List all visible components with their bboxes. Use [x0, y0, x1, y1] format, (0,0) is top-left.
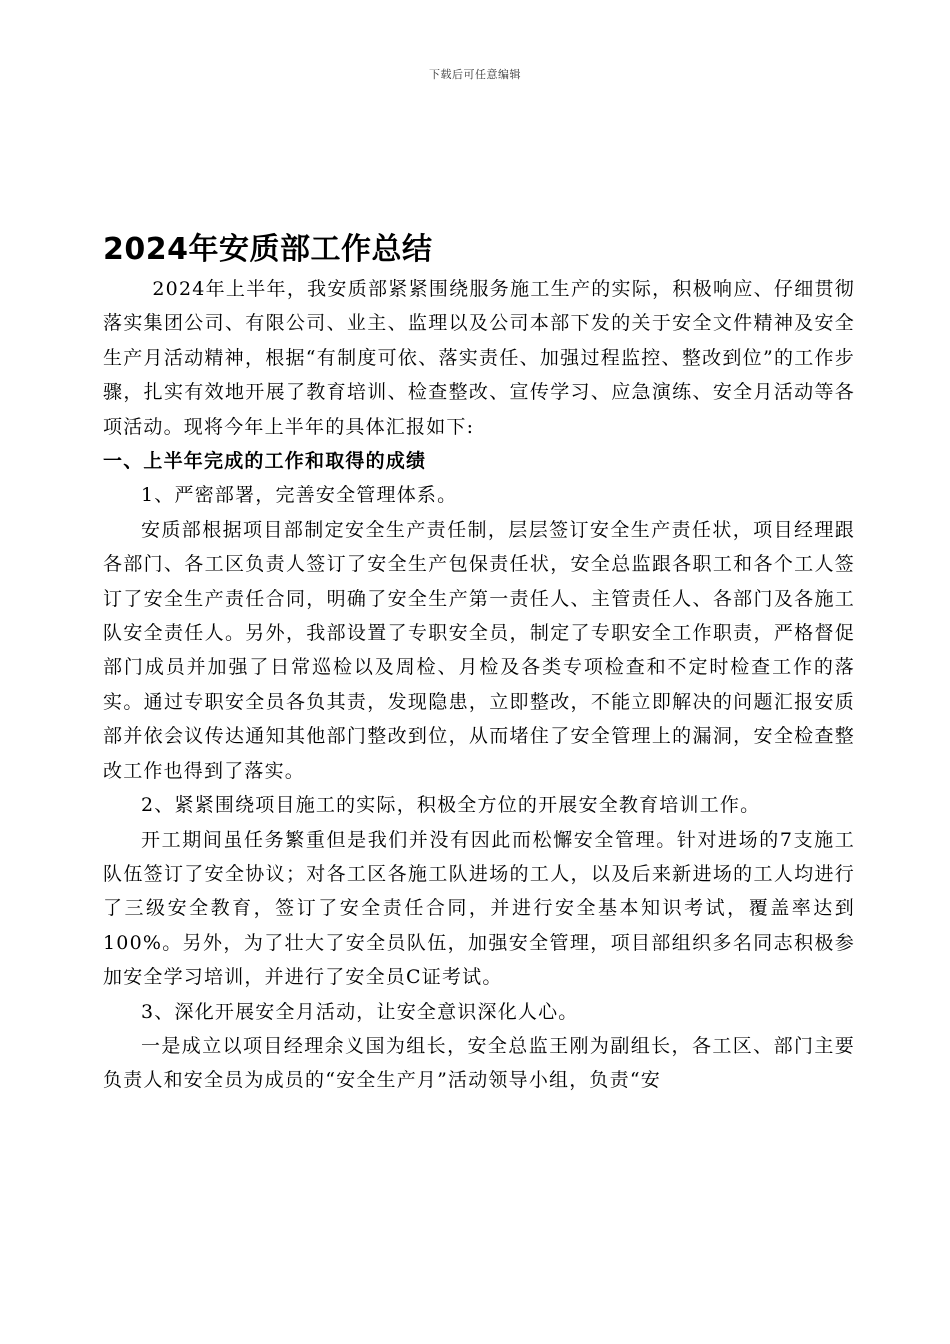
section-heading: 一、上半年完成的工作和取得的成绩	[103, 450, 427, 473]
item-2-paragraph: 开工期间虽任务繁重但是我们并没有因此而松懈安全管理。针对进场的7支施工队伍签订了安全协议；对各工区各施工队进场的工人，以及后来新进场的工人均进行了三级安全教育，签订了安全责任合同，并进行安全基本知识考试，覆盖率达到100%。另外，为了壮大了安全员队伍，加强安全管理，项目部组织多名同志积极参加安全学习培训，并进行了安全员C证考试。	[103, 828, 855, 989]
intro-paragraph: 2024年上半年，我安质部紧紧围绕服务施工生产的实际，积极响应、仔细贯彻落实集团公司、有限公司、业主、监理以及公司本部下发的关于安全文件精神及安全生产月活动精神，根据“有制度可依、落实责任、加强过程监控、整改到位”的工作步骤，扎实有效地开展了教育培训、检查整改、宣传学习、应急演练、安全月活动等各项活动。现将今年上半年的具体汇报如下:	[103, 278, 855, 438]
header-note: 下载后可任意编辑	[429, 68, 521, 81]
document-title: 2024年安质部工作总结	[103, 232, 433, 267]
item-1-paragraph: 安质部根据项目部制定安全生产责任制，层层签订安全生产责任状，项目经理跟各部门、各工区负责人签订了安全生产包保责任状，安全总监跟各职工和各个工人签订了安全生产责任合同，明确了安全生产第一责任人、主管责任人、各部门及各施工队安全责任人。另外，我部设置了专职安全员，制定了专职安全工作职责，严格督促部门成员并加强了日常巡检以及周检、月检及各类专项检查和不定时检查工作的落实。通过专职安全员各负其责，发现隐患，立即整改，不能立即解决的问题汇报安质部并依会议传达通知其他部门整改到位，从而堵住了安全管理上的漏洞，安全检查整改工作也得到了落实。	[103, 518, 855, 782]
item-2-heading: 2、紧紧围绕项目施工的实际，积极全方位的开展安全教育培训工作。	[141, 794, 761, 817]
item-1-heading: 1、严密部署，完善安全管理体系。	[141, 484, 458, 507]
item-3-heading: 3、深化开展安全月活动，让安全意识深化人心。	[141, 1000, 579, 1023]
item-3-paragraph: 一是成立以项目经理余义国为组长，安全总监王刚为副组长，各工区、部门主要负责人和安全员为成员的“安全生产月”活动领导小组，负责“安	[103, 1034, 855, 1092]
document-body	[103, 228, 855, 1098]
